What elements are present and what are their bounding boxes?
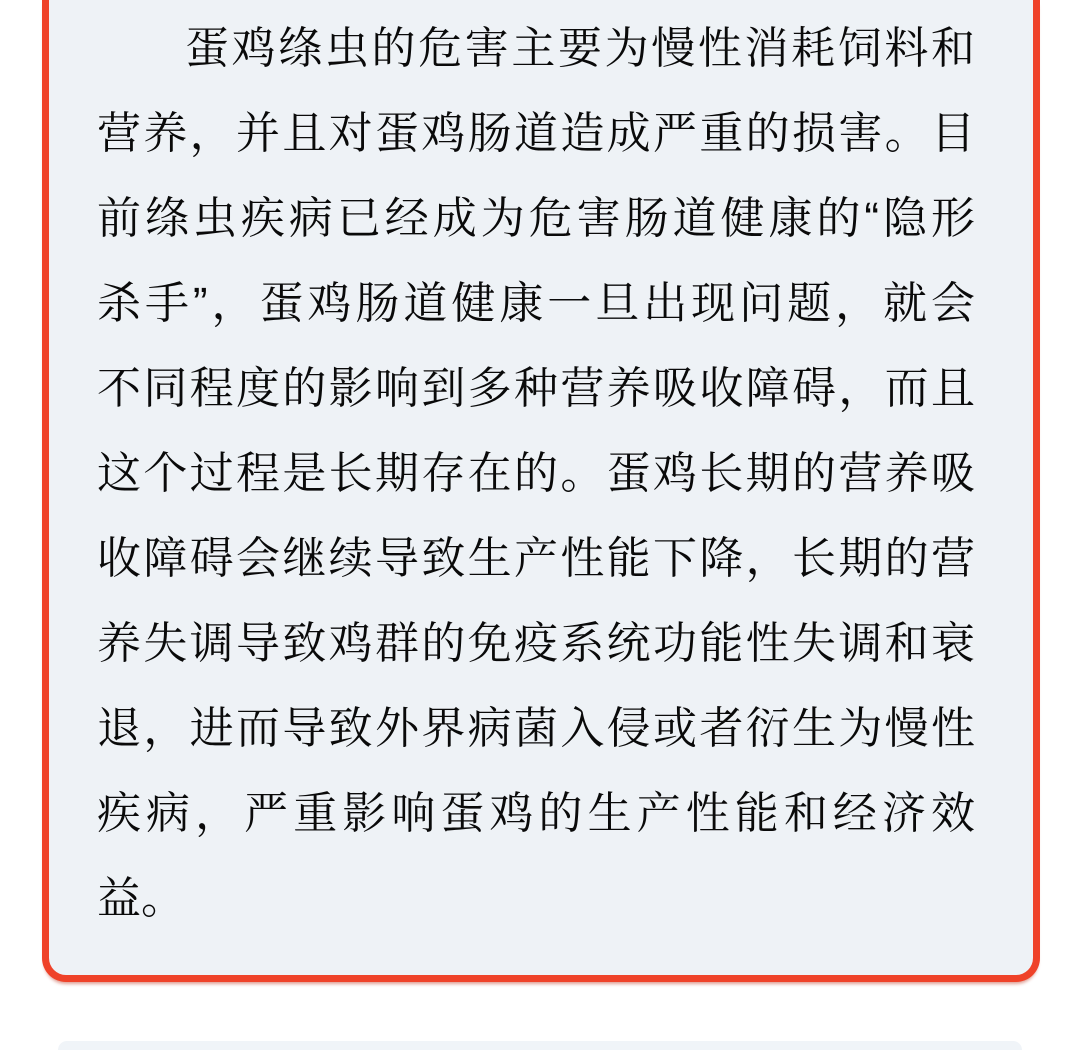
paragraph-line: 杀手”，蛋鸡肠道健康一旦出现问题，就会 (97, 279, 975, 328)
paragraph-line: 养失调导致鸡群的免疫系统功能性失调和衰 (97, 619, 975, 668)
next-card-top-edge (58, 1041, 1022, 1050)
paragraph-line: 蛋鸡绦虫的危害主要为慢性消耗饲料和 (185, 24, 975, 73)
paragraph (49, 0, 1033, 941)
paragraph-line: 益。 (97, 874, 185, 923)
paragraph-line: 这个过程是长期存在的。蛋鸡长期的营养吸 (97, 449, 975, 498)
paragraph-line: 收障碍会继续导致生产性能下降，长期的营 (97, 534, 975, 583)
paragraph-line: 退，进而导致外界病菌入侵或者衍生为慢性 (97, 704, 975, 753)
paragraph-line: 疾病，严重影响蛋鸡的生产性能和经济效 (97, 789, 975, 838)
paragraph-line: 前绦虫疾病已经成为危害肠道健康的“隐形 (97, 194, 975, 243)
paragraph-line: 营养，并且对蛋鸡肠道造成严重的损害。目 (97, 109, 975, 158)
content-card (42, 0, 1040, 982)
paragraph-line: 不同程度的影响到多种营养吸收障碍，而且 (97, 364, 975, 413)
